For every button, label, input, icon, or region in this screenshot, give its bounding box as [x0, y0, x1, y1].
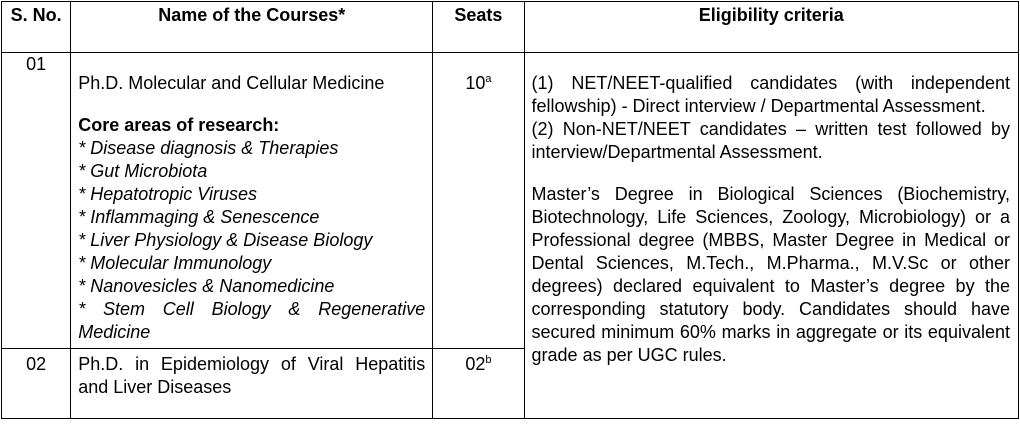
header-course: Name of the Courses* — [71, 2, 433, 53]
header-seats: Seats — [433, 2, 524, 53]
row-sno: 01 — [2, 53, 71, 349]
core-area-item: * Liver Physiology & Disease Biology — [78, 230, 373, 250]
row-seats: 10$^a$ — [433, 53, 524, 349]
header-sno: S. No. — [2, 2, 71, 53]
eligibility-cell — [524, 53, 1018, 419]
core-areas-title: Core areas of research: — [78, 115, 280, 135]
core-area-item: * Hepatotropic Viruses — [78, 184, 257, 204]
row-seats: 02$^b$ — [433, 349, 524, 419]
core-area-item: * Stem Cell Biology & Regenerative Medicine — [78, 299, 426, 342]
core-area-item: * Disease diagnosis & Therapies — [78, 138, 339, 158]
header-eligibility: Eligibility criteria — [524, 2, 1018, 53]
row-course — [71, 53, 433, 349]
table-row — [2, 53, 1019, 349]
eligibility-point-2: (2) Non-NET/NEET candidates – written test followed by interview/Departmental Assessment. — [531, 119, 1010, 162]
row-course — [71, 349, 433, 419]
row-sno: 02 — [2, 349, 71, 419]
eligibility-degree: Master’s Degree in Biological Sciences (Biochemistry, Biotechnology, Life Sciences, Zoology, Microbiology) or a Professional degree (MBBS, Master Degree in Medical or Dental Sciences, M.Tech., M.Pharma., M.V.Sc or other degrees) declared equivalent to Master’s degree by the corresponding statutory body. Candidates should have secured minimum 60% marks in aggregate or its equivalent grade as per UGC rules. — [531, 184, 1010, 365]
courses-table — [1, 1, 1019, 419]
core-area-item: * Inflammaging & Senescence — [78, 207, 320, 227]
course-name: Ph.D. in Epidemiology of Viral Hepatitis and Liver Diseases — [78, 354, 426, 397]
core-area-item: * Gut Microbiota — [78, 161, 208, 181]
header-row — [2, 2, 1019, 53]
course-name: Ph.D. Molecular and Cellular Medicine — [78, 73, 385, 93]
eligibility-point-1: (1) NET/NEET-qualified candidates (with independent fellowship) - Direct interview / Departmental Assessment. — [531, 73, 1010, 116]
core-area-item: * Molecular Immunology — [78, 253, 272, 273]
core-area-item: * Nanovesicles & Nanomedicine — [78, 276, 335, 296]
